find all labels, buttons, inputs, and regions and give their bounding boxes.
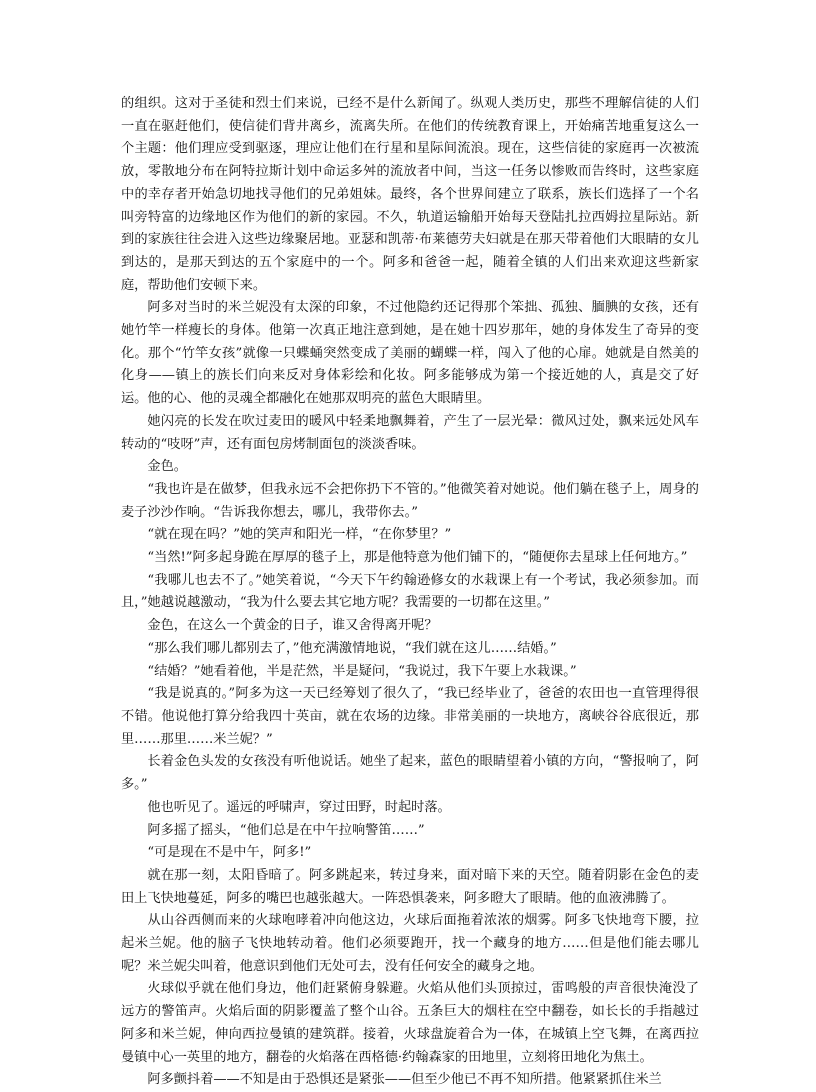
paragraph-9: 金色，在这么一个黄金的日子，谁又舍得离开呢？ <box>147 618 438 634</box>
paragraph-15: 阿多摇了摇头，“他们总是在中午拉响警笛……” <box>147 822 425 838</box>
paragraph-19: 火球似乎就在他们身边，他们赶紧俯身躲避。火焰从他们头顶掠过，雷鸣般的声音很快淹没了远方的警笛声。火焰后面的阴影覆盖了整个山谷。五条巨大的烟柱在空中翻卷，如长长的手指越过阿多和米兰妮，伸向西拉曼镇的建筑群。接着，火球盘旋着合为一体，在城镇上空飞舞，在离西拉曼镇中心一英里的地方，翻卷的火焰落在西格德·约翰森家的田地里，立刻将田地化为焦土。 <box>121 981 699 1065</box>
paragraph-5: “我也许是在做梦，但我永远不会把你扔下不管的。”他微笑着对她说。他们躺在毯子上，周身的麦子沙沙作响。“告诉我你想去，哪儿，我带你去。” <box>121 481 699 520</box>
document-page <box>121 93 699 1092</box>
paragraph-1: 的组织。这对于圣徒和烈士们来说，已经不是什么新闻了。纵观人类历史，那些不理解信徒的人们一直在驱赶他们，使信徒们背井离乡，流离失所。在他们的传统教育课上，开始痛苦地重复这么一个主题：他们理应受到驱逐，理应让他们在行星和星际间流浪。现在，这些信徒的家庭再一次被流放，零散地分布在阿特拉斯计划中命运多舛的流放者中间，当这一任务以惨败而告终时，这些家庭中的幸存者开始急切地找寻他们的兄弟姐妹。最终，各个世界间建立了联系，族长们选择了一个名叫旁特富的边缘地区作为他们的新的家园。不久，轨道运输船开始每天登陆扎拉西姆拉星际站。新到的家族往往会进入这些边缘聚居地。亚瑟和凯蒂·布莱德劳夫妇就是在那天带着他们大眼睛的女儿到达的，是那天到达的五个家庭中的一个。阿多和爸爸一起，随着全镇的人们出来欢迎这些新家庭，帮助他们安顿下来。 <box>121 96 699 293</box>
paragraph-13: 长着金色头发的女孩没有听他说话。她坐了起来，蓝色的眼睛望着小镇的方向，“警报响了，阿多。” <box>121 754 699 793</box>
paragraph-18: 从山谷西侧而来的火球咆哮着冲向他这边，火球后面拖着浓浓的烟雾。阿多飞快地弯下腰，拉起米兰妮。他的脑子飞快地转动着。他们必须要跑开，找一个藏身的地方……但是他们能去哪儿呢？米兰妮尖叫着，他意识到他们无处可去，没有任何安全的藏身之地。 <box>121 913 699 974</box>
paragraph-16: “可是现在不是中午，阿多!” <box>147 845 312 861</box>
paragraph-6: “就在现在吗？”她的笑声和阳光一样，“在你梦里？” <box>147 527 452 543</box>
paragraph-3: 她闪亮的长发在吹过麦田的暖风中轻柔地飘舞着，产生了一层光晕：微风过处，飘来远处风车转动的“吱呀”声，还有面包房烤制面包的淡淡香味。 <box>121 413 699 452</box>
paragraph-8: “我哪儿也去不了。”她笑着说，“今天下午约翰逊修女的水栽课上有一个考试，我必须参加。而且，”她越说越激动，“我为什么要去其它地方呢？我需要的一切都在这里。” <box>121 572 699 611</box>
paragraph-11: “结婚？”她看着他，半是茫然，半是疑问，“我说过，我下午要上水栽课。” <box>147 663 577 679</box>
paragraph-12: “我是说真的。”阿多为这一天已经筹划了很久了，“我已经毕业了，爸爸的农田也一直管理得很不错。他说他打算分给我四十英亩，就在农场的边缘。非常美丽的一块地方，离峡谷谷底很近，那里……那里……米兰妮？” <box>121 686 699 747</box>
paragraph-7: “当然!”阿多起身跪在厚厚的毯子上，那是他特意为他们铺下的，“随便你去星球上任何地方。” <box>147 550 688 566</box>
paragraph-17: 就在那一刻，太阳昏暗了。阿多跳起来，转过身来，面对暗下来的天空。随着阴影在金色的麦田上飞快地蔓延，阿多的嘴巴也越张越大。一阵恐惧袭来，阿多瞪大了眼睛。他的血液沸腾了。 <box>121 867 699 906</box>
paragraph-10: “那么我们哪儿都别去了，”他充满激情地说，“我们就在这儿……结婚。” <box>147 640 557 656</box>
paragraph-14: 他也听见了。遥远的呼啸声，穿过田野，时起时落。 <box>147 799 451 815</box>
paragraph-4: 金色。 <box>147 459 187 475</box>
paragraph-2: 阿多对当时的米兰妮没有太深的印象，不过他隐约还记得那个笨拙、孤独、腼腆的女孩，还有她竹竿一样瘦长的身体。他第一次真正地注意到她，是在她十四岁那年，她的身体发生了奇异的变化。那个“竹竿女孩”就像一只蝶蛹突然变成了美丽的蝴蝶一样，闯入了他的心扉。她就是自然美的化身——镇上的族长们向来反对身体彩绘和化妆。阿多能够成为第一个接近她的人，真是交了好运。他的心、他的灵魂全都融化在她那双明亮的蓝色大眼睛里。 <box>121 300 699 407</box>
paragraph-20: 阿多颤抖着——不知是由于恐惧还是紧张——但至少他已不再不知所措。他紧紧抓住米兰 <box>147 1072 662 1088</box>
